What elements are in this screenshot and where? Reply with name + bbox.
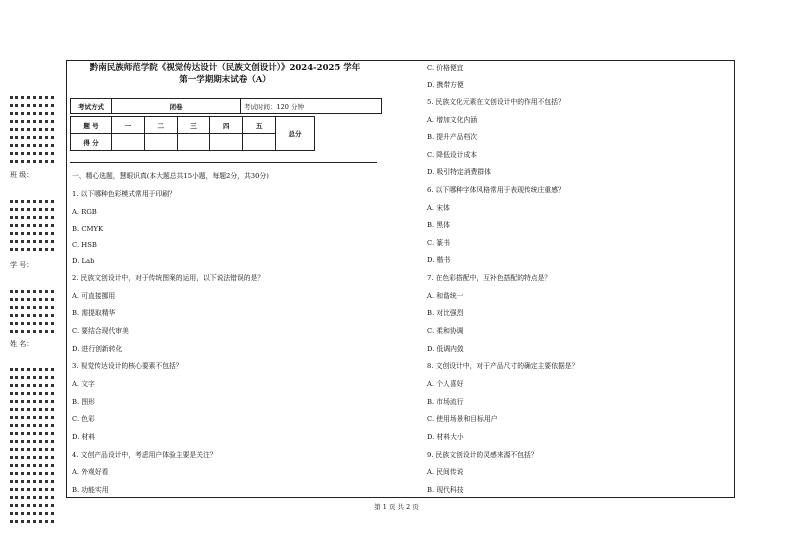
question-text: 5. 民族文化元素在文创设计中的作用不包括？ xyxy=(427,98,565,106)
option-text: A. 可直接挪用 xyxy=(72,292,116,300)
dotted-line xyxy=(10,456,54,459)
dotted-line xyxy=(10,368,54,371)
dotted-line xyxy=(10,416,54,419)
score-cell xyxy=(210,134,243,151)
score-row-label: 得 分 xyxy=(71,134,112,151)
score-cell xyxy=(144,134,177,151)
question-text: 3. 视觉传达设计的核心要素不包括？ xyxy=(72,362,183,370)
option-text: D. 低调内敛 xyxy=(427,345,464,353)
dotted-line xyxy=(10,392,54,395)
dotted-line xyxy=(10,208,54,211)
section-divider xyxy=(70,162,377,163)
total-score-label: 总分 xyxy=(276,117,315,151)
dotted-line xyxy=(10,136,54,139)
option-text: A. 和谐统一 xyxy=(427,292,464,300)
option-text: D. 材料 xyxy=(72,433,96,441)
option-text: A. 增加文化内涵 xyxy=(427,116,478,124)
question-text: 7. 在色彩搭配中，互补色搭配的特点是？ xyxy=(427,274,552,282)
option-text: D. 进行创新转化 xyxy=(72,345,123,353)
dotted-line xyxy=(10,376,54,379)
option-text: C. 使用场景和目标用户 xyxy=(427,415,498,423)
option-text: A. 宋体 xyxy=(427,204,450,212)
option-text: B. 市场流行 xyxy=(427,398,464,406)
dotted-line xyxy=(10,322,54,325)
score-column-header: 四 xyxy=(210,117,243,134)
question-text: 4. 文创产品设计中，考虑用户体验主要是关注？ xyxy=(72,451,217,459)
dotted-line xyxy=(10,290,54,293)
dotted-line xyxy=(10,448,54,451)
dotted-line xyxy=(10,384,54,387)
dotted-line xyxy=(10,216,54,219)
option-text: B. 功能实用 xyxy=(72,486,109,494)
dotted-line xyxy=(10,520,54,523)
dotted-line xyxy=(10,96,54,99)
option-text: B. 需提取精华 xyxy=(72,309,116,317)
option-text: B. CMYK xyxy=(72,225,104,233)
dotted-line xyxy=(10,464,54,467)
score-column-header: 五 xyxy=(243,117,276,134)
option-text: C. 价格便宜 xyxy=(427,64,464,72)
score-cell xyxy=(112,134,145,151)
dotted-line xyxy=(10,480,54,483)
section-heading: 一、精心选题，慧眼识真(本大题总共15小题，每题2分，共30分) xyxy=(72,172,269,180)
dotted-line xyxy=(10,104,54,107)
dotted-line xyxy=(10,408,54,411)
option-text: A. 民间传说 xyxy=(427,468,464,476)
option-text: A. 文字 xyxy=(72,380,95,388)
exam-time: 考试时间：120 分钟 xyxy=(241,99,382,114)
option-text: C. 柔和协调 xyxy=(427,327,464,335)
dotted-line xyxy=(10,512,54,515)
score-column-header: 三 xyxy=(177,117,210,134)
option-text: C. HSB xyxy=(72,241,97,249)
exam-title-line1: 黔南民族师范学院《视觉传达设计（民族文创设计）》2024-2025 学年 xyxy=(89,63,361,73)
dotted-line xyxy=(10,330,54,333)
exam-info-table xyxy=(70,98,382,114)
option-text: D. 材料大小 xyxy=(427,433,464,441)
option-text: C. 降低设计成本 xyxy=(427,151,478,159)
question-text: 6. 以下哪种字体风格常用于表现传统庄重感？ xyxy=(427,186,565,194)
dotted-line xyxy=(10,120,54,123)
dotted-line xyxy=(10,232,54,235)
option-text: D. 携带方便 xyxy=(427,81,464,89)
score-cell xyxy=(243,134,276,151)
dotted-line xyxy=(10,112,54,115)
dotted-line xyxy=(10,224,54,227)
score-column-header: 一 xyxy=(112,117,145,134)
dotted-line xyxy=(10,128,54,131)
dotted-line xyxy=(10,424,54,427)
page-footer: 第 1 页 共 2 页 xyxy=(374,503,419,511)
student-id-label: 学 号： xyxy=(10,261,34,269)
dotted-line xyxy=(10,496,54,499)
dotted-line xyxy=(10,440,54,443)
question-number-label: 题 号 xyxy=(71,117,112,134)
dotted-line xyxy=(10,432,54,435)
score-table xyxy=(70,116,315,151)
exam-mode-value: 闭卷 xyxy=(112,99,241,114)
dotted-line xyxy=(10,472,54,475)
score-cell xyxy=(177,134,210,151)
question-text: 9. 民族文创设计的灵感来源不包括？ xyxy=(427,451,538,459)
question-text: 1. 以下哪种色彩模式常用于印刷？ xyxy=(72,190,176,198)
option-text: B. 黑体 xyxy=(427,221,450,229)
option-text: D. 吸引特定消费群体 xyxy=(427,168,491,176)
option-text: B. 对比强烈 xyxy=(427,309,464,317)
class-label: 班 级： xyxy=(10,171,34,179)
exam-title-line2: 第一学期期末试卷（A） xyxy=(179,75,271,85)
exam-mode-label: 考试方式 xyxy=(71,99,112,114)
score-column-header: 二 xyxy=(144,117,177,134)
question-text: 8. 文创设计中，对于产品尺寸的确定主要依据是？ xyxy=(427,362,579,370)
dotted-line xyxy=(10,248,54,251)
option-text: D. 楷书 xyxy=(427,256,451,264)
option-text: B. 图形 xyxy=(72,398,95,406)
dotted-line xyxy=(10,160,54,163)
dotted-line xyxy=(10,400,54,403)
option-text: A. 个人喜好 xyxy=(427,380,464,388)
dotted-line xyxy=(10,240,54,243)
question-text: 2. 民族文创设计中，对于传统图案的运用，以下说法错误的是？ xyxy=(72,274,265,282)
dotted-line xyxy=(10,144,54,147)
dotted-line xyxy=(10,200,54,203)
option-text: D. Lab xyxy=(72,257,95,265)
dotted-line xyxy=(10,488,54,491)
option-text: C. 篆书 xyxy=(427,239,450,247)
option-text: A. 外观好看 xyxy=(72,468,109,476)
option-text: C. 要结合现代审美 xyxy=(72,327,129,335)
option-text: B. 现代科技 xyxy=(427,486,464,494)
dotted-line xyxy=(10,152,54,155)
dotted-line xyxy=(10,314,54,317)
dotted-line xyxy=(10,306,54,309)
option-text: B. 提升产品档次 xyxy=(427,133,478,141)
name-label: 姓 名： xyxy=(10,340,34,348)
dotted-line xyxy=(10,298,54,301)
option-text: A. RGB xyxy=(72,208,97,216)
option-text: C. 色彩 xyxy=(72,415,95,423)
